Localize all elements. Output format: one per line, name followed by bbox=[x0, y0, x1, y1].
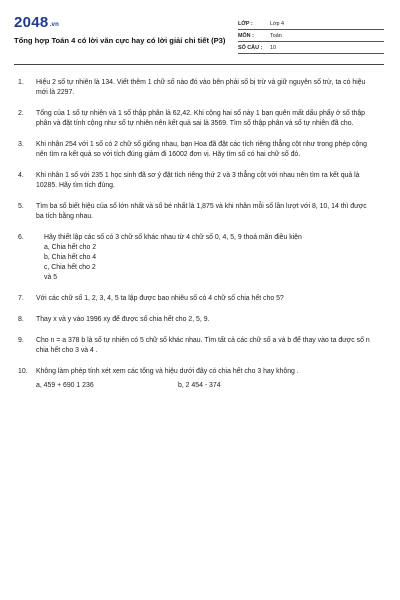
meta-table bbox=[238, 18, 384, 54]
question-number: 4. bbox=[18, 172, 24, 179]
question-text: Tìm ba số biết hiệu của số lớn nhất và số bé nhất là 1,875 và khi nhân mỗi số lần lượt với 8, 10, 14 thì được ba tích bằng nhau. bbox=[36, 203, 367, 220]
question-item bbox=[14, 315, 384, 325]
meta-row-count bbox=[238, 42, 384, 54]
meta-value: Lớp 4 bbox=[270, 20, 285, 27]
question-text: Hãy thiết lập các số có 3 chữ số khác nhau từ 4 chữ số 0, 4, 5, 9 thoả mãn điều kiện bbox=[44, 234, 302, 241]
question-number: 3. bbox=[18, 141, 24, 148]
question-number: 1. bbox=[18, 79, 24, 86]
question-text: Khi nhân 254 với 1 số có 2 chữ số giống nhau, bạn Hoa đã đặt các tích riêng thẳng cột như trong phép cộng nên tìm ra kết quả so với tích đúng giảm đi 16002 đơn vị. Hãy tìm số có hai chữ số đó. bbox=[36, 141, 367, 158]
question-text: Tổng của 1 số tự nhiên và 1 số thập phân là 62,42. Khi cộng hai số này 1 bạn quên mất dấu phẩy ở số thập phân và đặt tính cộng như số tự nhiên nên kết quả sai là 3569. Tìm số thập phân và số tự nhiên đã cho. bbox=[36, 110, 366, 127]
meta-row-subject bbox=[238, 30, 384, 42]
question-text: Với các chữ số 1, 2, 3, 4, 5 ta lập được bao nhiêu số có 4 chữ số chia hết cho 5? bbox=[36, 295, 284, 302]
question-option: và 5 bbox=[44, 274, 58, 281]
question-item bbox=[14, 78, 384, 98]
question-item bbox=[14, 202, 384, 222]
meta-value: Toán bbox=[270, 32, 282, 39]
question-item bbox=[14, 233, 384, 283]
logo-text: 2048 bbox=[14, 14, 49, 31]
header-left bbox=[14, 14, 225, 45]
question-number: 8. bbox=[18, 316, 24, 323]
question-item bbox=[14, 109, 384, 129]
site-logo[interactable] bbox=[14, 14, 225, 31]
question-item bbox=[14, 140, 384, 160]
question-number: 5. bbox=[18, 203, 24, 210]
question-number: 9. bbox=[18, 337, 24, 344]
question-number: 2. bbox=[18, 110, 24, 117]
worksheet-title: Tổng hợp Toán 4 có lời văn cực hay có lời giải chi tiết (P3) bbox=[14, 36, 226, 45]
header-divider bbox=[14, 64, 384, 65]
question-text: Cho n = a 378 b là số tự nhiên có 5 chữ số khác nhau. Tìm tất cả các chữ số a và b để thay vào ta được số n chia hết cho 3 và 4 . bbox=[36, 337, 370, 354]
question-option: a, 459 + 690 1 236 bbox=[36, 382, 94, 389]
question-option: b, 2 454 - 374 bbox=[178, 382, 221, 389]
question-body bbox=[36, 367, 384, 391]
question-item bbox=[14, 294, 384, 304]
meta-key: MÔN : bbox=[238, 32, 254, 39]
question-text: Không làm phép tính xét xem các tổng và hiệu dưới đây có chia hết cho 3 hay không . bbox=[36, 368, 299, 375]
question-item bbox=[14, 336, 384, 356]
question-option: b, Chia hết cho 4 bbox=[44, 254, 97, 261]
question-body bbox=[36, 233, 384, 283]
worksheet-header bbox=[14, 14, 384, 54]
meta-key: SỐ CÂU : bbox=[238, 44, 263, 51]
question-text: Khi nhân 1 số với 235 1 học sinh đã sơ ý đặt tích riêng thứ 2 và 3 thẳng cột với nhau nên tìm ra kết quả là 10285. Hãy tìm tích đúng. bbox=[36, 172, 360, 189]
question-option: a, Chia hết cho 2 bbox=[44, 244, 97, 251]
question-option: c, Chia hết cho 2 bbox=[44, 264, 96, 271]
question-number: 6. bbox=[18, 234, 24, 241]
question-number: 10. bbox=[18, 368, 28, 375]
question-text: Thay x và y vào 1996 xy để được số chia hết cho 2, 5, 9. bbox=[36, 316, 210, 323]
meta-value: 10 bbox=[270, 44, 276, 51]
question-item bbox=[14, 171, 384, 191]
question-text: Hiệu 2 số tự nhiên là 134. Viết thêm 1 chữ số nào đó vào bên phải số bị trừ và giữ nguyên số trừ, ta có hiệu mới là 2297. bbox=[36, 79, 366, 96]
meta-row-class bbox=[238, 18, 384, 30]
question-item bbox=[14, 367, 384, 391]
logo-tld: .vn bbox=[49, 22, 60, 28]
meta-key: LỚP : bbox=[238, 20, 253, 27]
question-number: 7. bbox=[18, 295, 24, 302]
question-options-row bbox=[36, 381, 376, 391]
